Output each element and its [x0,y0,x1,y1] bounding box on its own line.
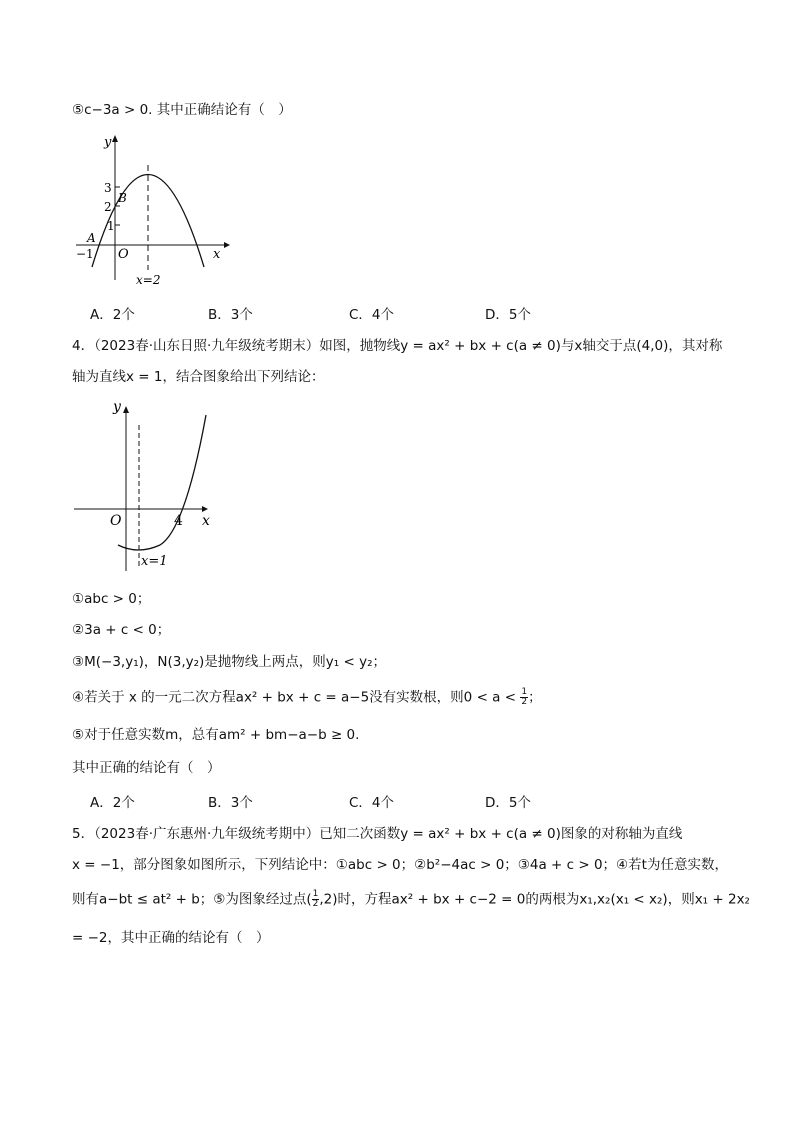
q3-tick-neg1: −1 [76,247,94,261]
q3-axis-label: x=2 [136,273,161,287]
q4-stem-line2: 轴为直线x = 1，结合图象给出下列结论： [72,369,325,385]
q3-parabola-graph [70,130,240,290]
q4-option-d[interactable]: D．5个 [485,795,531,811]
q3-y-label: y [104,135,112,150]
q5-fraction: $\frac{1}{2}$ [312,889,319,909]
q3-option-d[interactable]: D．5个 [485,307,531,323]
q3-tick-3: 3 [104,181,112,195]
q4-parabola-curve [118,415,206,550]
q3-conclusion-5: ⑤c−3a > 0. 其中正确结论有（ ） [72,102,292,118]
q4-option-c[interactable]: C．4个 [349,795,395,811]
q5-line3: 则有a−bt ≤ at² + b；⑤为图象经过点( $\frac{1}{2}$ ,2)时，方程ax² + bx + c−2 = 0的两根为x₁,x₂(x₁ < x₂)，则x₁ + 2x₂ [72,889,750,909]
q4-y-label: y [113,399,121,415]
q4-root-label: 4 [174,513,183,529]
q3-option-a[interactable]: A．2个 [90,307,135,323]
q4-stem-line1: 4．（2023春·山东日照·九年级统考期末）如图，抛物线y = ax² + bx + c(a ≠ 0)与x轴交于点(4,0)，其对称 [72,338,723,354]
q3-option-b[interactable]: B．3个 [208,307,253,323]
q3-origin-label: O [118,247,129,262]
q4-question: 其中正确的结论有（ ） [72,760,221,776]
q4-conclusion-3: ③M(−3,y₁)，N(3,y₂)是抛物线上两点，则y₁ < y₂； [72,654,386,670]
q4-conclusion-4-fraction: $\frac{1}{2}$ [521,687,528,707]
q4-conclusion-2: ②3a + c < 0； [72,622,171,638]
q4-y-axis-arrow [123,406,129,413]
q4-origin-label: O [110,513,122,529]
q4-x-label: x [202,513,210,529]
q4-conclusion-4: ④若关于 x 的一元二次方程ax² + bx + c = a−5没有实数根，则0 < a < $\frac{1}{2}$ ； [72,687,542,707]
q4-parabola-graph [70,395,230,575]
q3-x-label: x [213,247,221,262]
q4-x-axis-arrow [202,506,208,512]
q3-tick-1: 1 [107,219,115,233]
q3-option-c[interactable]: C．4个 [349,307,395,323]
q5-line2: x = −1，部分图象如图所示，下列结论中：①abc > 0；②b²−4ac > 0；③4a + c > 0；④若t为任意实数， [72,857,728,873]
q4-axis-label: x=1 [141,554,168,569]
q5-line4: = −2，其中正确的结论有（ ） [72,930,270,946]
q4-option-a[interactable]: A．2个 [90,795,135,811]
q3-y-axis-arrow [112,135,118,142]
q4-conclusion-4-text: ④若关于 x 的一元二次方程ax² + bx + c = a−5没有实数根，则0 < a < [72,689,517,706]
q3-x-axis-arrow [224,242,230,248]
q5-line1: 5．（2023春·广东惠州·九年级统考期中）已知二次函数y = ax² + bx + c(a ≠ 0)图象的对称轴为直线 [72,826,683,842]
q4-conclusion-1: ①abc > 0； [72,591,151,607]
q4-option-b[interactable]: B．3个 [208,795,253,811]
q3-point-b: B [118,191,127,205]
q3-point-a: A [87,231,96,245]
q4-conclusion-5: ⑤对于任意实数m，总有am² + bm−a−b ≥ 0. [72,727,360,743]
q3-tick-2: 2 [104,200,112,214]
